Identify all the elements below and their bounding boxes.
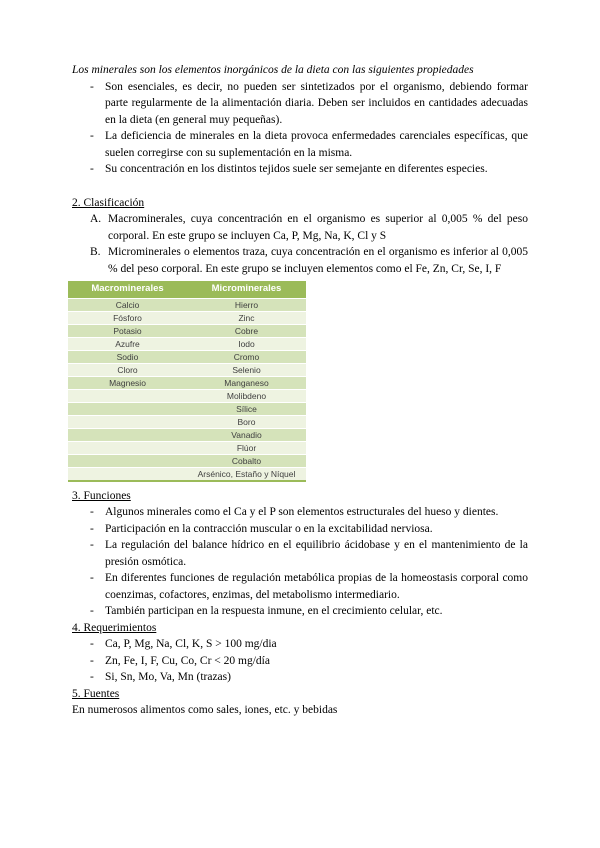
properties-list (72, 79, 528, 178)
list-item-text: Zn, Fe, I, F, Cu, Co, Cr < 20 mg/día (105, 654, 270, 667)
table-cell-macro: Magnesio (68, 376, 187, 389)
bullet-dash: - (90, 80, 94, 93)
list-item-text: La deficiencia de minerales en la dieta provoca enfermedades carenciales específicas, que suelen corregirse con su suplementación en la misma. (105, 130, 528, 159)
list-item (72, 570, 528, 603)
table-row (68, 454, 306, 467)
table-cell-micro: Zinc (187, 311, 306, 324)
bullet-dash: - (90, 163, 94, 175)
table-row (68, 441, 306, 454)
table-cell-macro (68, 454, 187, 467)
list-item-text: Algunos minerales como el Ca y el P son elementos estructurales del hueso y dientes. (105, 506, 499, 518)
table-cell-macro: Fósforo (68, 311, 187, 324)
list-item (72, 244, 528, 277)
table-cell-macro (68, 467, 187, 481)
list-item-text: Su concentración en los distintos tejidos suele ser semejante en diferentes especies. (105, 163, 488, 175)
table-row (68, 467, 306, 481)
table-header-microminerales: Microminerales (187, 281, 306, 298)
list-item-text: La regulación del balance hídrico en el equilibrio ácidobase y en el mantenimiento de la presión osmótica. (105, 539, 528, 568)
table-cell-micro: Sílice (187, 402, 306, 415)
list-item (72, 537, 528, 570)
list-item-text: Microminerales o elementos traza, cuya concentración en el organismo es inferior al 0,005 % del peso corporal. En este grupo se incluyen elementos como el Fe, Zn, Cr, Se, I, F (108, 246, 528, 275)
list-letter: B. (90, 246, 101, 258)
table-row (68, 363, 306, 376)
list-item (72, 669, 528, 686)
list-item-text: Son esenciales, es decir, no pueden ser sintetizados por el organismo, debiendo formar parte regularmente de la alimentación diaria. Deben ser incluidos en cantidades adecuadas en la dieta (en general muy pequeñas). (105, 80, 528, 126)
section-heading-funciones: 3. Funciones (72, 489, 131, 502)
table-cell-macro: Potasio (68, 324, 187, 337)
list-item-text: Si, Sn, Mo, Va, Mn (trazas) (105, 671, 231, 683)
table-header-macrominerales: Macrominerales (68, 281, 187, 298)
section-heading-fuentes: 5. Fuentes (72, 687, 120, 700)
list-item-text: Macrominerales, cuya concentración en el organismo es superior al 0,005 % del peso corporal. En este grupo se incluyen Ca, P, Mg, Na, K, Cl y S (108, 213, 528, 242)
list-item (72, 603, 528, 620)
table-cell-micro: Hierro (187, 298, 306, 311)
table-cell-macro: Calcio (68, 298, 187, 311)
list-item (72, 128, 528, 161)
table-cell-micro: Selenio (187, 363, 306, 376)
table-cell-macro: Sodio (68, 350, 187, 363)
list-item-text: También participan en la respuesta inmune, en el crecimiento celular, etc. (105, 605, 443, 617)
list-item-text: Ca, P, Mg, Na, Cl, K, S > 100 mg/dia (105, 638, 277, 650)
bullet-dash: - (90, 572, 94, 584)
bullet-dash: - (90, 605, 94, 617)
bullet-dash: - (90, 539, 94, 551)
list-item (72, 161, 528, 178)
clasificacion-list (72, 211, 528, 277)
table-cell-micro: Cobre (187, 324, 306, 337)
fuentes-text: En numerosos alimentos como sales, iones, etc. y bebidas (72, 704, 338, 716)
table-cell-macro: Azufre (68, 337, 187, 350)
funciones-list (72, 504, 528, 620)
list-item-text: Participación en la contracción muscular o en la excitabilidad nerviosa. (105, 522, 433, 535)
table-cell-micro: Molibdeno (187, 389, 306, 402)
table-cell-micro: Cobalto (187, 454, 306, 467)
bullet-dash: - (90, 654, 94, 667)
table-cell-micro: Cromo (187, 350, 306, 363)
table-row (68, 389, 306, 402)
bullet-dash: - (90, 522, 94, 535)
list-item (72, 79, 528, 129)
list-item-text: En diferentes funciones de regulación metabólica propias de la homeostasis corporal como coenzimas, cofactores, enzimas, del metabolismo intermediario. (105, 572, 528, 601)
table-row (68, 415, 306, 428)
minerals-table (68, 281, 306, 482)
bullet-dash: - (90, 506, 94, 518)
table-row (68, 350, 306, 363)
table-cell-macro: Cloro (68, 363, 187, 376)
table-cell-macro (68, 428, 187, 441)
table-cell-micro: Iodo (187, 337, 306, 350)
requerimientos-list (72, 636, 528, 686)
table-row (68, 311, 306, 324)
table-row (68, 298, 306, 311)
table-header-row (68, 281, 306, 298)
table-row (68, 428, 306, 441)
section-heading-requerimientos: 4. Requerimientos (72, 621, 157, 634)
table-cell-macro (68, 441, 187, 454)
bullet-dash: - (90, 638, 94, 650)
bullet-dash: - (90, 130, 94, 142)
list-item (72, 653, 528, 670)
table-cell-macro (68, 402, 187, 415)
list-item (72, 504, 528, 521)
table-cell-micro: Manganeso (187, 376, 306, 389)
list-item (72, 521, 528, 538)
intro-text: Los minerales son los elementos inorgánicos de la dieta con las siguientes propiedades (72, 64, 474, 76)
table-row (68, 402, 306, 415)
section-heading-clasificacion: 2. Clasificación (72, 196, 145, 209)
list-item (72, 636, 528, 653)
bullet-dash: - (90, 671, 94, 683)
list-item (72, 211, 528, 244)
table-cell-micro: Flúor (187, 441, 306, 454)
table-row (68, 337, 306, 350)
table-row (68, 376, 306, 389)
table-row (68, 324, 306, 337)
table-cell-micro: Arsénico, Estaño y Níquel (187, 467, 306, 481)
table-cell-macro (68, 389, 187, 402)
table-cell-micro: Boro (187, 415, 306, 428)
table-cell-micro: Vanadio (187, 428, 306, 441)
list-letter: A. (90, 213, 102, 225)
table-cell-macro (68, 415, 187, 428)
